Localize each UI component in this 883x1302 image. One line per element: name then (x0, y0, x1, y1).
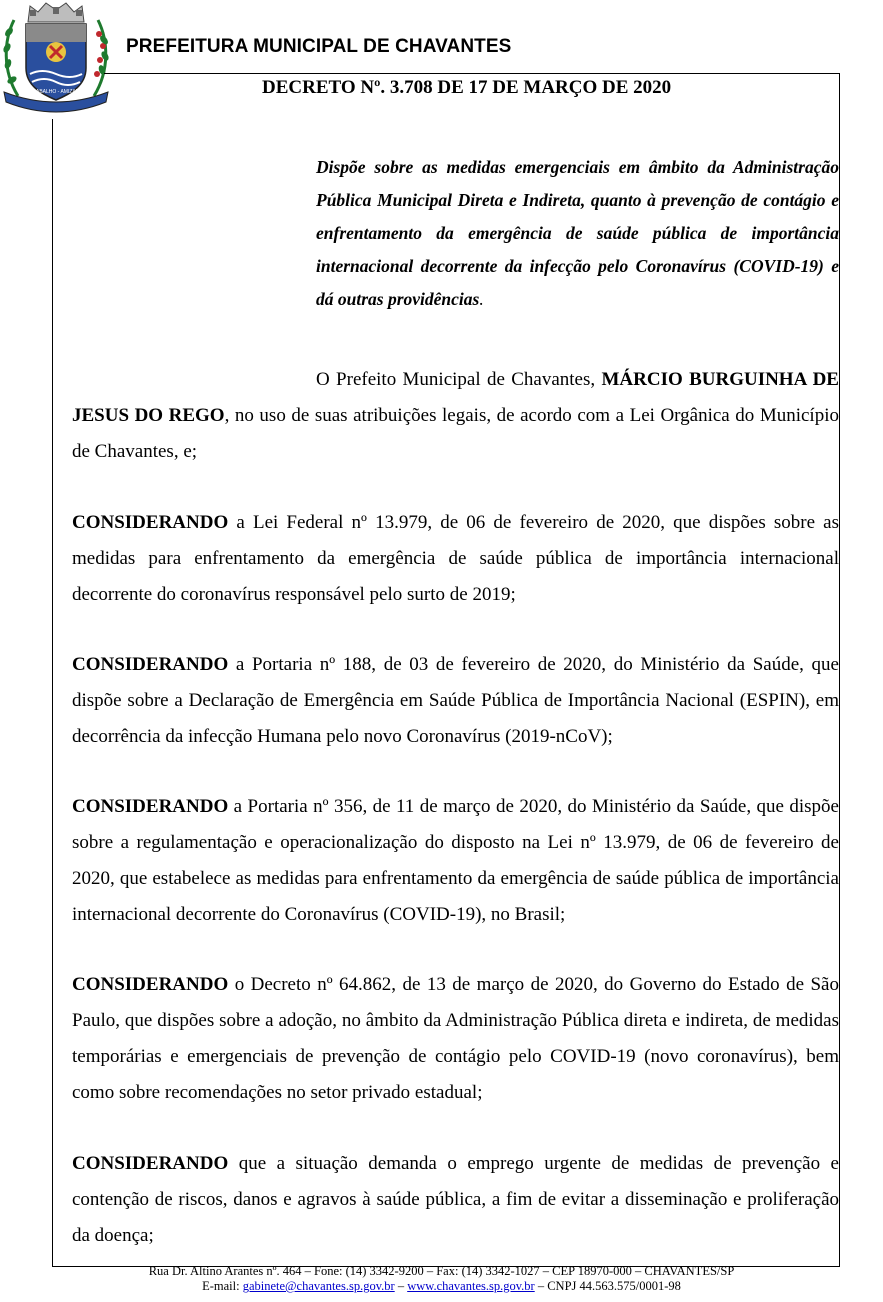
page-border-right (839, 73, 840, 1267)
header-title: PREFEITURA MUNICIPAL DE CHAVANTES (126, 36, 512, 57)
decree-title: DECRETO Nº. 3.708 DE 17 DE MARÇO DE 2020 (262, 77, 672, 98)
preamble-rest: , no uso de suas atribuições legais, de acordo com a Lei Orgânica do Município de Chavantes, e; (72, 405, 839, 462)
considerando-paragraph (72, 789, 839, 933)
footer-cnpj: – CNPJ 44.563.575/0001-98 (534, 1279, 681, 1293)
considerando-text: a Portaria nº 188, de 03 de fevereiro de 2020, do Ministério da Saúde, que dispõe sobre a Declaração de Emergência em Saúde Pública de Importância Nacional (ESPIN), em decorrência da infecção Humana pelo novo Coronavírus (2019-nCoV); (72, 654, 839, 747)
considerando-keyword: CONSIDERANDO (72, 654, 229, 675)
footer-contact (0, 1279, 883, 1293)
footer-email-label: E-mail: (202, 1279, 243, 1293)
page-border-top (104, 73, 840, 74)
considerando-paragraph (72, 1146, 839, 1254)
considerando-keyword: CONSIDERANDO (72, 512, 229, 533)
footer-email-link[interactable]: gabinete@chavantes.sp.gov.br (242, 1279, 395, 1293)
decree-ementa (316, 151, 839, 316)
considerando-paragraph (72, 505, 839, 613)
considerando-keyword: CONSIDERANDO (72, 1153, 229, 1174)
considerando-text: o Decreto nº 64.862, de 13 de março de 2020, do Governo do Estado de São Paulo, que dispões sobre a adoção, no âmbito da Administração Pública direta e indireta, de medidas temporárias e emergenciais de prevenção de contágio pelo COVID-19 (novo coronavírus), bem como sobre recomendações no setor privado estadual; (72, 974, 839, 1103)
preamble-paragraph (72, 362, 839, 470)
considerando-keyword: CONSIDERANDO (72, 796, 229, 817)
page-border-left (52, 119, 53, 1267)
ementa-text: Dispõe sobre as medidas emergenciais em âmbito da Administração Pública Municipal Direta e Indireta, quanto à prevenção de contágio e enfrentamento da emergência de saúde pública de importância internacional decorrente da infecção pelo Coronavírus (COVID-19) e dá outras providências (316, 157, 839, 309)
considerando-text: a Lei Federal nº 13.979, de 06 de fevereiro de 2020, que dispões sobre as medidas para enfrentamento da emergência de saúde pública de importância internacional decorrente do coronavírus responsável pelo surto de 2019; (72, 512, 839, 605)
considerando-text: a Portaria nº 356, de 11 de março de 2020, do Ministério da Saúde, que dispõe sobre a regulamentação e operacionalização do disposto na Lei nº 13.979, de 06 de fevereiro de 2020, que estabelece as medidas para enfrentamento da emergência de saúde pública de importância internacional decorrente do Coronavírus (COVID-19), no Brasil; (72, 796, 839, 925)
considerando-paragraph (72, 647, 839, 755)
mayor-name: MÁRCIO BURGUINHA DE JESUS DO REGO (72, 369, 839, 426)
footer-website-link[interactable]: www.chavantes.sp.gov.br (407, 1279, 535, 1293)
considerando-paragraph (72, 967, 839, 1111)
considerando-keyword: CONSIDERANDO (72, 974, 229, 995)
footer-address: Rua Dr. Altino Arantes nº. 464 – Fone: (14) 3342-9200 – Fax: (14) 3342-1027 – CEP 18970-000 – CHAVANTES/SP (148, 1264, 735, 1278)
preamble-intro: O Prefeito Municipal de Chavantes, (316, 369, 602, 390)
ementa-end: . (479, 289, 484, 309)
footer-separator: – (394, 1279, 408, 1293)
crest-motto: TRABALHO - AMIZADE (29, 89, 83, 95)
municipal-crest-logo (0, 0, 112, 120)
considerando-text: que a situação demanda o emprego urgente de medidas de prevenção e contenção de riscos, danos e agravos à saúde pública, a fim de evitar a disseminação e proliferação da doença; (72, 1153, 839, 1246)
